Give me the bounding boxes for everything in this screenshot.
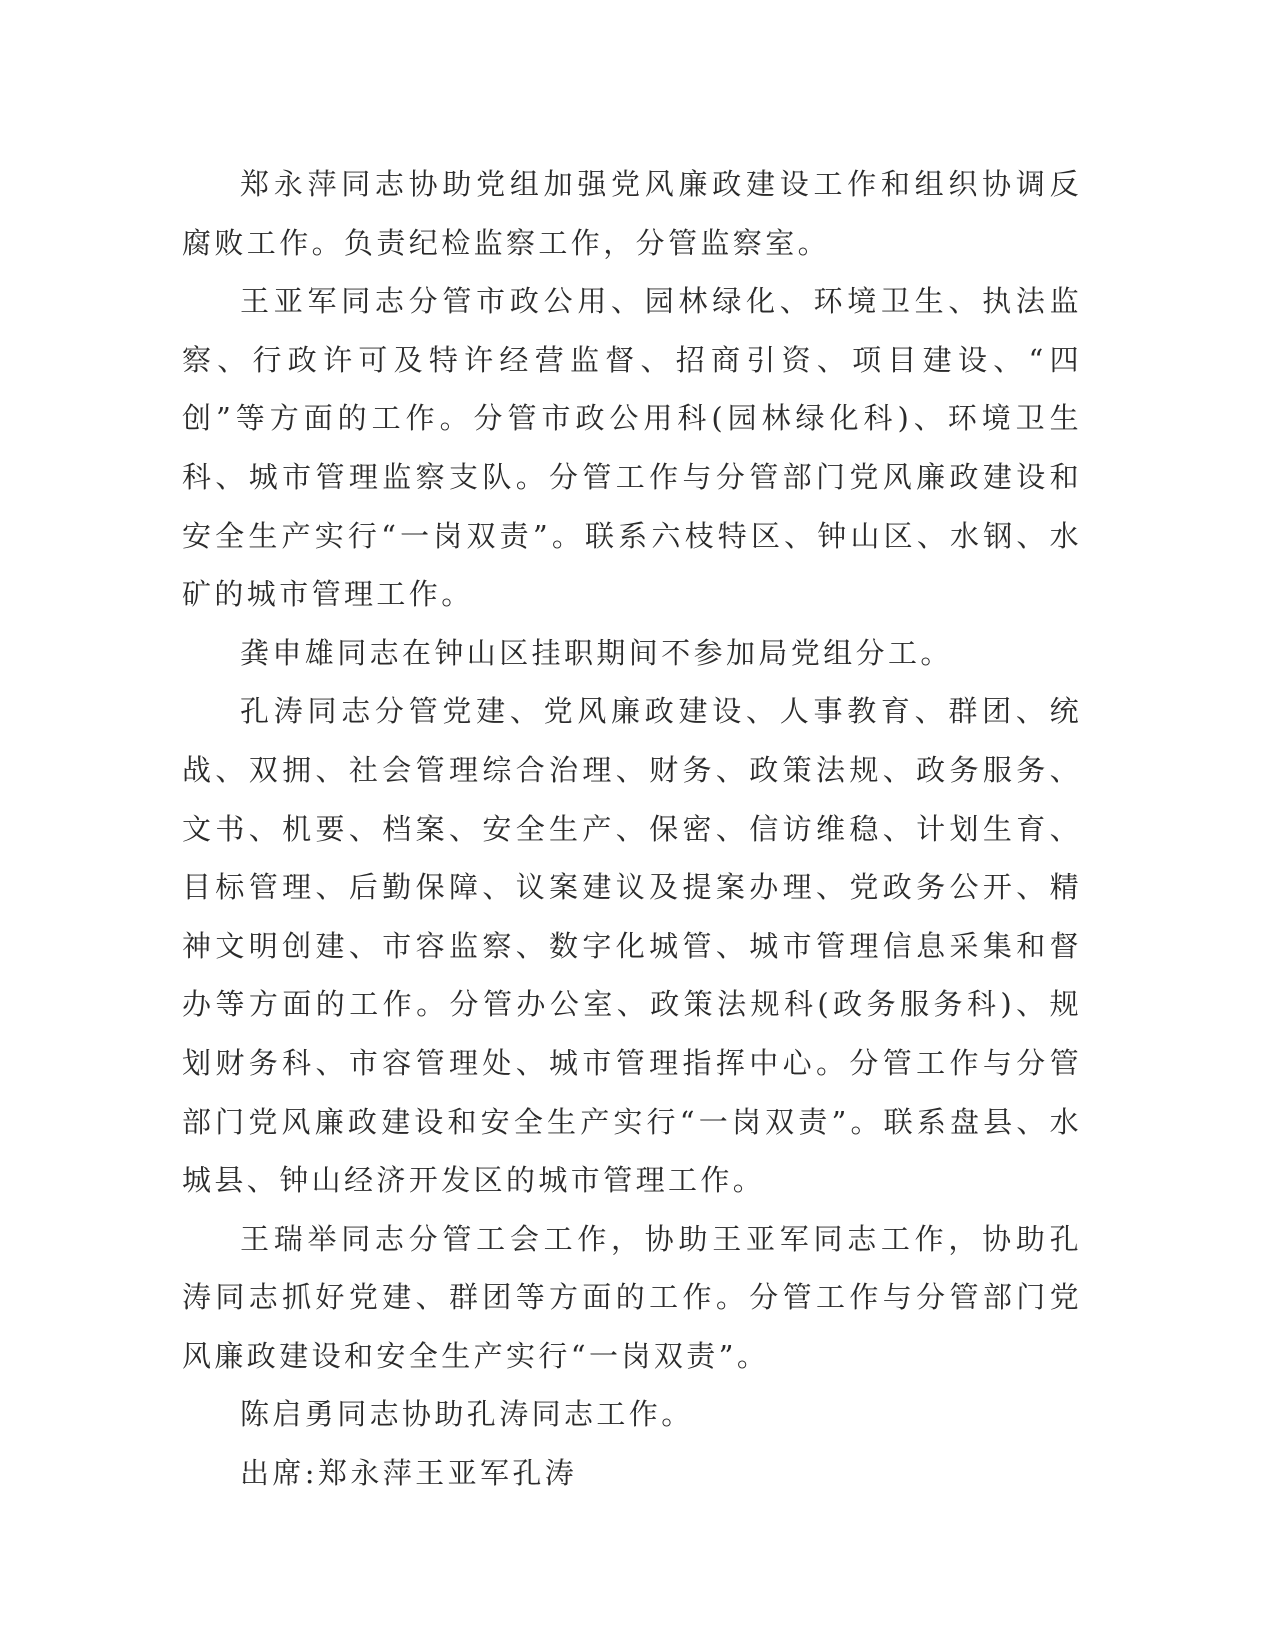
paragraph-kong-tao: 孔涛同志分管党建、党风廉政建设、人事教育、群团、统战、双拥、社会管理综合治理、财务、政策法规、政务服务、文书、机要、档案、安全生产、保密、信访维稳、计划生育、目标管理、后勤保障、议案建议及提案办理、党政务公开、精神文明创建、市容监察、数字化城管、城市管理信息采集和督办等方面的工作。分管办公室、政策法规科(政务服务科)、规划财务科、市容管理处、城市管理指挥中心。分管工作与分管部门党风廉政建设和安全生产实行“一岗双责”。联系盘县、水城县、钟山经济开发区的城市管理工作。 [182, 694, 1082, 1198]
paragraph-zheng-yongping: 郑永萍同志协助党组加强党风廉政建设工作和组织协调反腐败工作。负责纪检监察工作，分管监察室。 [182, 167, 1082, 260]
paragraph-wang-ruiju: 王瑞举同志分管工会工作，协助王亚军同志工作，协助孔涛同志抓好党建、群团等方面的工作。分管工作与分管部门党风廉政建设和安全生产实行“一岗双责”。 [182, 1221, 1082, 1373]
paragraph-chen-qiyong: 陈启勇同志协助孔涛同志工作。 [240, 1397, 694, 1432]
attendance-line: 出席:郑永萍王亚军孔涛 [240, 1456, 578, 1491]
document-body [182, 155, 1082, 1503]
paragraph-wang-yajun: 王亚军同志分管市政公用、园林绿化、环境卫生、执法监察、行政许可及特许经营监督、招商引资、项目建设、“四创”等方面的工作。分管市政公用科(园林绿化科)、环境卫生科、城市管理监察支队。分管工作与分管部门党风廉政建设和安全生产实行“一岗双责”。联系六枝特区、钟山区、水钢、水矿的城市管理工作。 [182, 284, 1082, 612]
paragraph-gong-shenxiong: 龚申雄同志在钟山区挂职期间不参加局党组分工。 [240, 635, 953, 670]
